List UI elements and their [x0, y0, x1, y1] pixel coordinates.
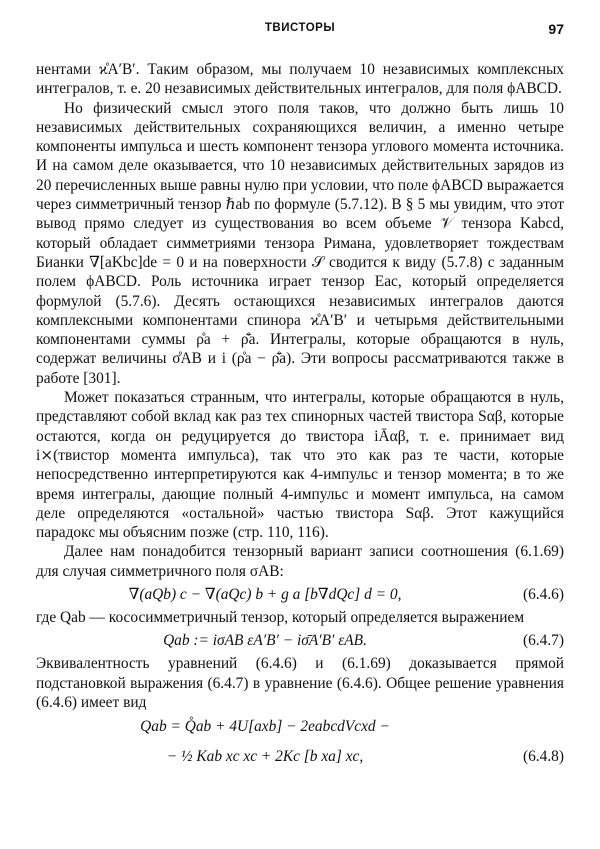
page-header — [0, 22, 600, 40]
equation-formula: − ½ Kab xc xc + 2Kc [b xa] xc, — [166, 748, 364, 766]
paragraph: Далее нам понадобится тензорный вариант записи соотношения (6.1.69) для случая симметричного поля σAB: — [36, 543, 564, 580]
equation-number: (6.4.7) — [522, 632, 564, 650]
equation-number: (6.4.6) — [522, 586, 564, 604]
equation-6-4-7 — [36, 627, 564, 654]
page-body — [36, 60, 564, 772]
equation-6-4-6 — [36, 581, 564, 608]
equation-6-4-8-line-2 — [36, 742, 564, 772]
paragraph: Эквивалентность уравнений (6.4.6) и (6.1.69) доказывается прямой подстановкой выражения (6.4.7) в уравнение (6.4.6). Общее решение уравнения (6.4.6) имеет вид — [36, 655, 564, 711]
equation-formula: Qab := iσAB εA′B′ − iσ̄A′B′ εAB. — [163, 632, 367, 650]
equation-number: (6.4.8) — [522, 748, 564, 766]
paragraph: Но физический смысл этого поля таков, что должно быть лишь 10 независимых действительных сохраняющихся величин, а именно четыре компоненты импульса и шесть компонент тензора углового момента источника. И на самом деле оказывается, что 10 независимых действительных зарядов из 20 перечисленных выше равны нулю при условии, что поле ϕABCD выражается через симметричный тензор ℏab по формуле (5.7.12). В § 5 мы увидим, что этот вывод прямо следует из существования во всем объеме 𝒱 тензора Kabcd, который обладает симметриями тензора Римана, удовлетворяет тождествам Бианки ∇[aKbc]de = 0 и на поверхности 𝒮 сводится к виду (5.7.8) с заданным полем ϕABCD. Роль источника играет тензор Eac, который определяется формулой (5.7.6). Десять остающихся независимых интегралов даются комплексными компонентами спинора ϰ̊A′B′ и четырьмя действительными компонентами суммы ρ̊a + ρ̊̄a. Интегралы, которые обращаются в нуль, содержат величины σ̊AB и i (ρ̊a − ρ̊̄a). Эти вопросы рассматриваются также в работе [301]. — [36, 99, 564, 387]
equation-formula: ∇(aQb) c − ∇(aQc) b + g a [b∇dQc] d = 0, — [128, 586, 402, 604]
page-number: 97 — [548, 21, 564, 37]
running-head: ТВИСТОРЫ — [264, 22, 336, 34]
paragraph: нентами ϰ̊A′B′. Таким образом, мы получаем 10 независимых комплексных интегралов, т. е. 20 независимых действительных интегралов, для поля ϕABCD. — [36, 61, 564, 98]
equation-6-4-8-line-1 — [36, 712, 564, 742]
equation-formula: Qab = Q̊ab + 4U[axb] − 2eabcdVcxd − — [140, 718, 390, 736]
paragraph: где Qab — кососимметричный тензор, который определяется выражением — [36, 609, 525, 627]
paragraph: Может показаться странным, что интегралы, которые обращаются в нуль, представляют собой вклад как раз тех спинорных частей твистора Sαβ, которые остаются, когда он редуцируется до твистора iĀαβ, т. е. принимает вид i⨯(твистор момента импульса), так что это как раз те части, которые непосредственно интерпретируются как 4-импульс и тензор момента; в то же время интегралы, дающие полный 4-импульс и момент импульса, на самом деле определяются «остальной» частью твистора Sαβ. Этот кажущийся парадокс мы объясним позже (стр. 110, 116). — [36, 389, 564, 542]
